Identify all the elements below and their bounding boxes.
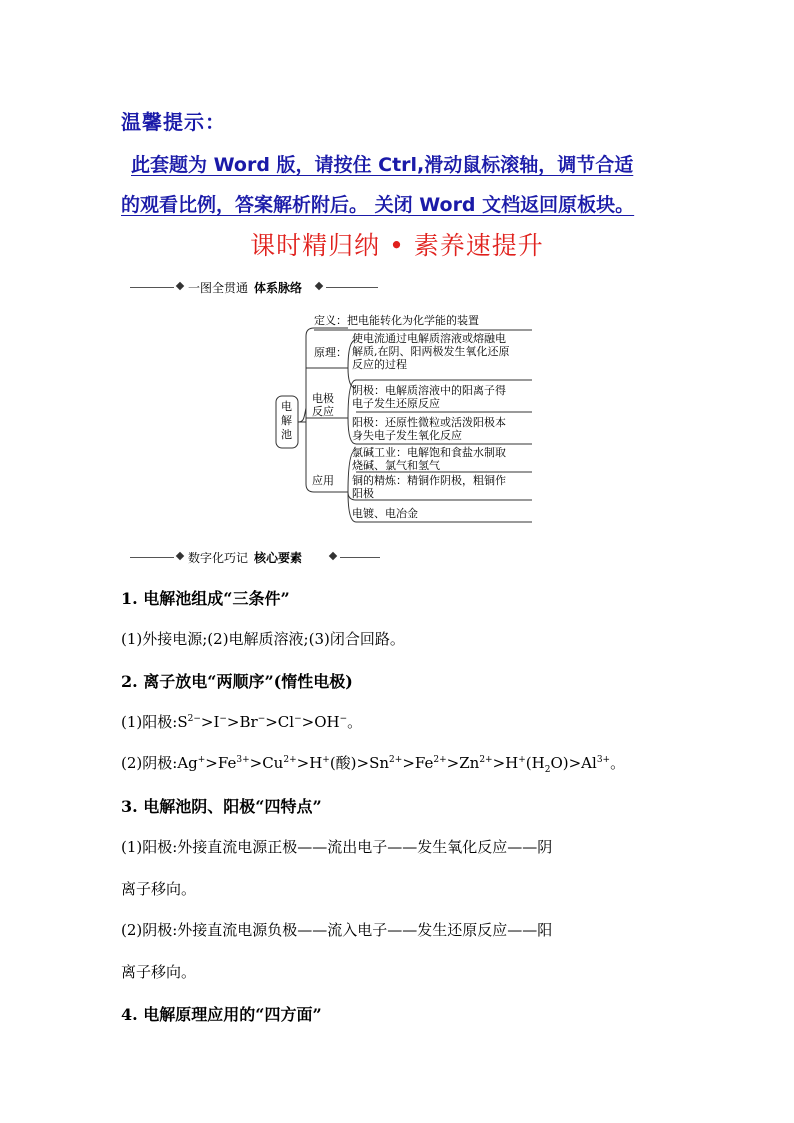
subscript: 2 xyxy=(544,765,551,775)
mind-map xyxy=(270,308,540,528)
electrode-label-line: 电极 xyxy=(312,392,334,405)
section-title: 核心要素 xyxy=(254,551,303,565)
anode-order-items xyxy=(177,713,362,731)
divider-line-right xyxy=(340,557,380,558)
heading-3: 3. 电解池阴、阳极“四特点” xyxy=(121,797,322,816)
ion-charge: 2− xyxy=(187,714,201,724)
cathode-node xyxy=(352,384,506,410)
paragraph-3a: (1)阳极:外接直流电源正极——流出电子——发生氧化反应——阴 xyxy=(121,838,553,856)
ion-charge: 2+ xyxy=(479,755,493,765)
electrode-label xyxy=(312,392,334,418)
cathode-line: 电子发生还原反应 xyxy=(352,397,440,410)
ion-text: >Cu xyxy=(249,754,284,772)
anode-order-prefix: (1)阳极: xyxy=(121,713,178,731)
principle-line: 解质,在阴、阳两极发生氧化还原 xyxy=(352,345,510,358)
ion-text: >Fe xyxy=(205,754,237,772)
principle-line: 使电流通过电解质溶液或熔融电 xyxy=(352,332,506,345)
ion-text: >I xyxy=(200,713,220,731)
principle-line: 反应的过程 xyxy=(352,358,407,371)
ion-text: O)>Al xyxy=(550,754,597,772)
section-title: 体系脉络 xyxy=(254,281,303,295)
copper-line: 铜的精炼：精铜作阴极，粗铜作 xyxy=(352,474,506,487)
ion-text: >H xyxy=(492,754,519,772)
section-prefix: 一图全贯通 xyxy=(188,281,249,295)
ion-charge: 3+ xyxy=(236,755,250,765)
ion-text: >Zn xyxy=(446,754,480,772)
principle-label: 原理： xyxy=(314,346,347,359)
root-char: 电 xyxy=(281,400,292,413)
diamond-icon xyxy=(329,552,337,560)
tip-line-1: 此套题为 Word 版，请按住 Ctrl,滑动鼠标滚轴，调节合适 xyxy=(131,154,634,176)
paragraph-3b-cont: 离子移向。 xyxy=(121,963,197,981)
root-char: 解 xyxy=(281,414,292,427)
heading-4: 4. 电解原理应用的“四方面” xyxy=(121,1005,322,1024)
ion-charge: − xyxy=(219,714,227,724)
ion-charge: − xyxy=(339,714,348,724)
anode-node xyxy=(352,416,506,442)
root-char: 池 xyxy=(281,428,292,441)
divider-line-left xyxy=(130,557,174,558)
copper-refining-node xyxy=(352,474,506,500)
copper-line: 阳极 xyxy=(352,487,374,500)
paragraph-3b: (2)阴极:外接直流电源负极——流入电子——发生还原反应——阳 xyxy=(121,921,553,939)
cathode-order-items xyxy=(177,754,626,775)
chlor-alkali-node xyxy=(352,446,506,472)
tip-line-2: 的观看比例，答案解析附后。 关闭 Word 文档返回原板块。 xyxy=(121,194,635,216)
paragraph-1: (1)外接电源;(2)电解质溶液;(3)闭合回路。 xyxy=(121,630,405,648)
section-prefix: 数字化巧记 xyxy=(188,551,249,565)
electrode-label-line: 反应 xyxy=(312,405,334,418)
main-title: 课时精归纳 • 素养速提升 xyxy=(250,231,544,260)
tip-title: 温馨提示： xyxy=(121,110,226,134)
section-divider-overview xyxy=(130,278,380,298)
cathode-order xyxy=(121,752,625,775)
principle-node xyxy=(352,332,510,371)
chlor-line: 氯碱工业：电解饱和食盐水制取 xyxy=(352,446,506,459)
divider-line-right xyxy=(326,287,378,288)
ion-charge: + xyxy=(518,755,526,765)
anode-line: 阳极：还原性微粒或活泼阳极本 xyxy=(352,416,506,429)
section-label xyxy=(188,549,302,566)
plating-node: 电镀、电冶金 xyxy=(352,507,418,520)
ion-text: (酸)>Sn xyxy=(329,754,390,772)
cathode-line: 阴极：电解质溶液中的阳离子得 xyxy=(352,384,506,397)
application-label: 应用 xyxy=(312,474,334,487)
cathode-order-prefix: (2)阴极: xyxy=(121,754,178,772)
paragraph-3a-cont: 离子移向。 xyxy=(121,880,197,898)
ion-text: 。 xyxy=(610,754,626,772)
ion-text: >Br xyxy=(226,713,258,731)
section-divider-core xyxy=(130,548,380,568)
heading-2: 2. 离子放电“两顺序”(惰性电极) xyxy=(121,672,353,691)
ion-charge: + xyxy=(322,755,330,765)
diamond-icon xyxy=(315,282,323,290)
ion-charge: + xyxy=(197,755,206,765)
anode-line: 身失电子发生氧化反应 xyxy=(352,429,462,442)
diamond-icon xyxy=(176,282,184,290)
heading-1: 1. 电解池组成“三条件” xyxy=(121,589,290,608)
definition-node xyxy=(314,314,479,327)
ion-charge: 2+ xyxy=(433,755,447,765)
ion-text: Ag xyxy=(177,754,198,772)
divider-line-left xyxy=(130,287,174,288)
chlor-line: 烧碱、氯气和氢气 xyxy=(352,459,440,472)
ion-charge: − xyxy=(294,714,302,724)
definition-label: 定义： xyxy=(314,314,347,327)
ion-charge: 3+ xyxy=(596,755,611,765)
anode-order xyxy=(121,711,362,732)
ion-text: 。 xyxy=(347,713,363,731)
ion-text: (H xyxy=(525,754,545,772)
ion-text: >Fe xyxy=(402,754,434,772)
mind-map-root xyxy=(281,400,292,442)
section-label xyxy=(188,279,302,296)
ion-charge: − xyxy=(257,714,266,724)
ion-text: >H xyxy=(296,754,323,772)
ion-charge: 2+ xyxy=(389,755,403,765)
ion-text: >Cl xyxy=(265,713,295,731)
ion-text: >OH xyxy=(301,713,340,731)
definition-text: 把电能转化为化学能的装置 xyxy=(347,314,479,327)
ion-charge: 2+ xyxy=(283,755,297,765)
diamond-icon xyxy=(176,552,184,560)
ion-text: S xyxy=(177,713,188,731)
